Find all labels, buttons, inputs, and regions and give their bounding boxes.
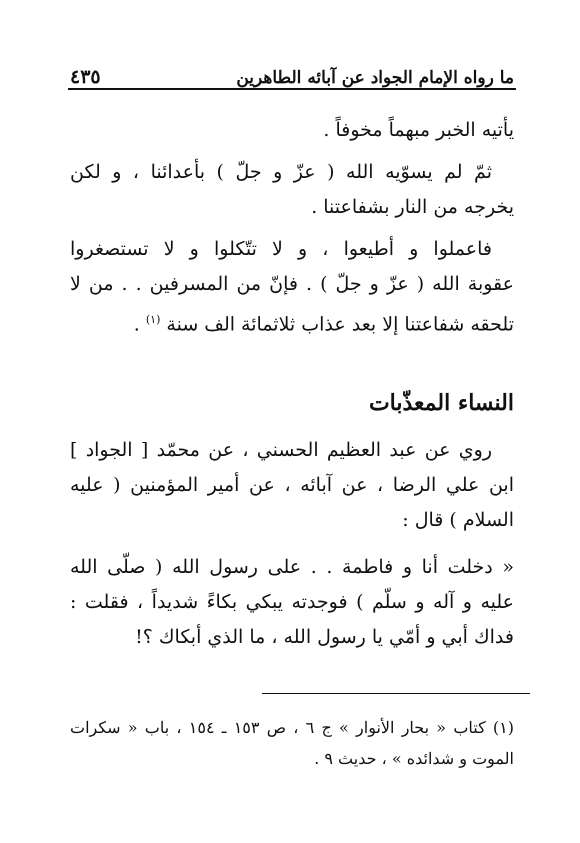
- paragraph-line: فداك أبي و أمّي يا رسول الله ، ما الذي أبكاك ؟!: [135, 626, 514, 648]
- page-number: ٤٣٥: [70, 66, 101, 88]
- header-rule: [68, 88, 516, 90]
- section-heading: النساء المعذّبات: [368, 390, 514, 416]
- paragraph-3: [70, 232, 514, 337]
- footnote-line: الموت و شدائده » ، حديث ٩ .: [314, 749, 514, 768]
- paragraph-line: يأتيه الخبر مبهماً مخوفاً .: [323, 119, 514, 141]
- paragraph-line: فاعملوا و أطيعوا ، و لا تتّكلوا و لا تستصغروا: [70, 238, 492, 260]
- paragraph-4: [70, 433, 514, 538]
- running-header: [70, 58, 514, 88]
- paragraph-5: [70, 550, 514, 655]
- paragraph-text: تلحقه شفاعتنا إلا بعد عذاب ثلاثمائة الف سنة: [166, 313, 514, 336]
- footnote-rule: [262, 693, 530, 694]
- paragraph-1: [70, 113, 514, 148]
- paragraph-line: عليه و آله و سلّم ) فوجدته يبكي بكاءً شديداً ، فقلت :: [70, 591, 514, 613]
- paragraph-line: عقوبة الله ( عزّ و جلّ ) . فإنّ من المسرفين . . من لا: [70, 273, 514, 295]
- paragraph-line: روي عن عبد العظيم الحسني ، عن محمّد [ الجواد ]: [70, 439, 492, 461]
- paragraph-line: « دخلت أنا و فاطمة . . على رسول الله ( صلّى الله: [70, 556, 514, 578]
- paragraph-line: يخرجه من النار بشفاعتنا .: [311, 196, 514, 218]
- paragraph-line: ثمّ لم يسوّيه الله ( عزّ و جلّ ) بأعدائنا ، و لكن: [70, 161, 492, 183]
- footnote-reference: (١): [145, 313, 161, 326]
- paragraph-line: تلحقه شفاعتنا إلا بعد عذاب ثلاثمائة الف سنة $^{(١)}$ .: [133, 313, 514, 336]
- paragraph-line: السلام ) قال :: [402, 509, 514, 531]
- running-header-title: ما رواه الإمام الجواد عن آبائه الطاهرين: [236, 68, 514, 88]
- paragraph-2: [70, 155, 514, 225]
- paragraph-line: ابن علي الرضا ، عن آبائه ، عن أمير المؤمنين ( عليه: [70, 474, 514, 496]
- footnote: [70, 712, 514, 774]
- footnote-line: (١) كتاب « بحار الأنوار » ج ٦ ، ص ١٥٣ ـ ١٥٤ ، باب « سكرات: [70, 718, 514, 737]
